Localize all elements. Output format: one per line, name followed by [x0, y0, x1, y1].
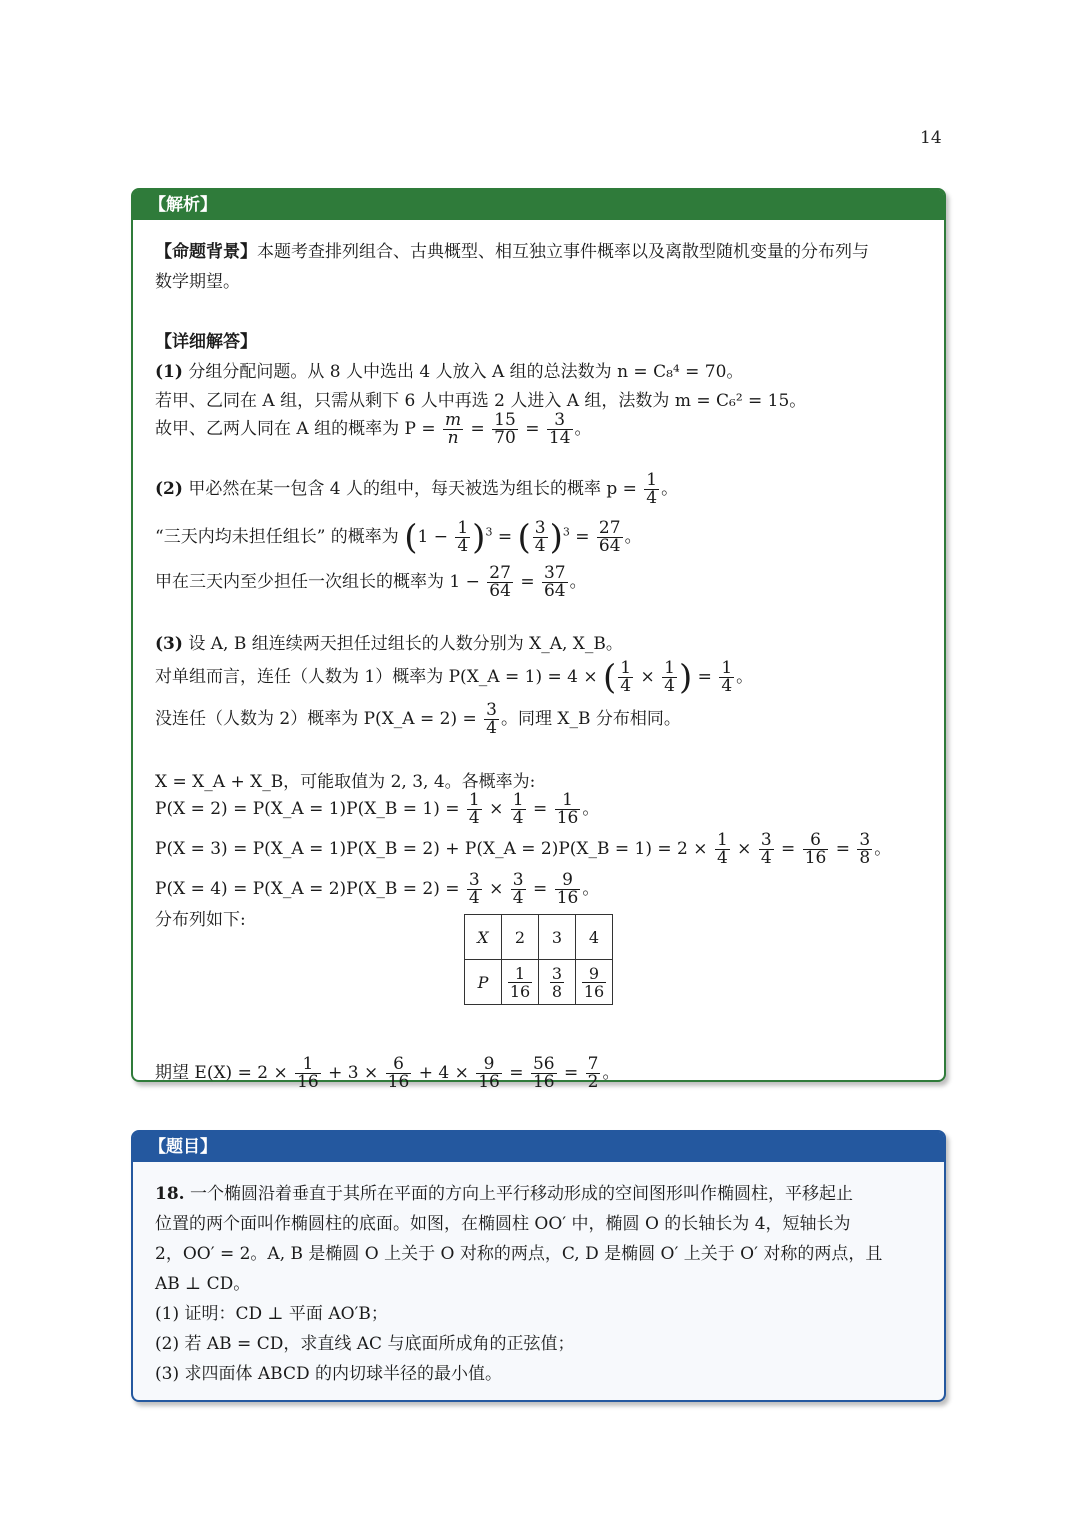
fraction: $\frac{3}{4}$: [486, 700, 497, 738]
fraction: $\frac{9}{16}$: [478, 1054, 500, 1092]
problem-text-1: 一个椭圆沿着垂直于其所在平面的方向上平行移动形成的空间图形叫作椭圆柱，平移起止: [189, 1184, 853, 1204]
part3-text-3-tail: 。同理 X_B 分布相同。: [500, 709, 681, 729]
part2-text-2: “三天内均未担任组长” 的概率为: [155, 527, 399, 547]
fraction: $\frac{27}{64}$: [489, 563, 511, 601]
part2-text-3: 甲在三天内至少担任一次组长的概率为 1 −: [155, 572, 480, 592]
table-header-p: P: [465, 960, 502, 1005]
problem-header: 【题目】: [133, 1132, 944, 1162]
background-line-1: [155, 240, 869, 264]
part3-line-1: [155, 632, 623, 656]
part3-text-7: P(X = 4) = P(X_A = 2)P(X_B = 2) =: [155, 879, 460, 899]
part3-text-2: 对单组而言，连任（人数为 1）概率为 P(X_A = 1) = 4 ×: [155, 667, 598, 687]
problem-line-3: 2，OO′ = 2。A, B 是椭圆 O 上关于 O 对称的两点，C, D 是椭圆 O′ 上关于 O′ 对称的两点，且: [155, 1244, 883, 1264]
question-1: (1) 证明：CD ⊥ 平面 AO′B；: [155, 1304, 388, 1324]
part2-line-2: “三天内均未担任组长” 的概率为 (1 − $\frac{1}{4}$ )$^3$ = ( $\frac{3}{4}$ )$^3$ = $\frac{27}{64}$ 。: [155, 517, 642, 558]
table-cell: 2: [502, 915, 539, 960]
table-cell: 3: [539, 915, 576, 960]
part3-line-6: P(X = 3) = P(X_A = 1)P(X_B = 2) + P(X_A = 2)P(X_B = 1) = 2 × $\frac{1}{4}$ × $\frac{3}{4}$ = $\frac{6}{16}$ = $\frac{3}{8}$ 。: [155, 830, 892, 868]
analysis-header: 【解析】: [133, 190, 944, 220]
part2-line-3: 甲在三天内至少担任一次组长的概率为 1 − $\frac{27}{64}$ = $\frac{37}{64}$ 。: [155, 563, 587, 601]
fraction: $\frac{1}{4}$: [620, 658, 632, 696]
detail-label: 【详细解答】: [155, 332, 257, 352]
table-row: [465, 960, 613, 1005]
part1-line-3: 故甲、乙两人同在 A 组的概率为 P = $\frac{m}{n}$ = $\frac{15}{70}$ = $\frac{3}{14}$ 。: [155, 410, 592, 448]
part3-line-3: [155, 702, 681, 737]
table-row: [465, 915, 613, 960]
fraction: $\frac{1}{4}$: [716, 830, 728, 868]
fraction: $\frac{37}{64}$: [543, 563, 566, 601]
part1-text-1: 分组分配问题。从 8 人中选出 4 人放入 A 组的总法数为 n = C₈⁴ = 70。: [188, 362, 744, 382]
question-3: (3) 求四面体 ABCD 的内切球半径的最小值。: [155, 1364, 503, 1384]
expectation-text: 期望 E(X) = 2 ×: [155, 1063, 288, 1083]
part2-line-1: (2) 甲必然在某一包含 4 人的组中，每天被选为组长的概率 p = $\frac{1}{4}$ 。: [155, 470, 679, 508]
background-label: 【命题背景】: [155, 242, 257, 262]
fraction: $\frac{56}{16}$: [532, 1054, 555, 1092]
part2-text-1: 甲必然在某一包含 4 人的组中，每天被选为组长的概率 p =: [188, 479, 637, 499]
part3-text-5: P(X = 2) = P(X_A = 1)P(X_B = 1) =: [155, 799, 460, 819]
distribution-label: 分布列如下:: [155, 910, 246, 930]
page-number: 14: [920, 128, 942, 148]
part1-label: (1): [155, 362, 183, 382]
part1-line-1: [155, 360, 743, 384]
problem-number: 18.: [155, 1184, 185, 1204]
fraction: $\frac{6}{16}$: [804, 830, 827, 868]
table-cell: $\frac{9}{16}$: [576, 960, 613, 1005]
part3-line-7: P(X = 4) = P(X_A = 2)P(X_B = 2) = $\frac{3}{4}$ × $\frac{3}{4}$ = $\frac{9}{16}$ 。: [155, 870, 600, 908]
distribution-table: [464, 914, 613, 1005]
table-header-x: X: [465, 915, 502, 960]
fraction: $\frac{3}{4}$: [468, 870, 480, 908]
fraction: $\frac{3}{4}$: [534, 518, 546, 556]
table-cell: $\frac{1}{16}$: [502, 960, 539, 1005]
fraction: $\frac{6}{16}$: [387, 1054, 410, 1092]
fraction: $\frac{1}{4}$: [468, 790, 480, 828]
question-2: (2) 若 AB = CD，求直线 AC 与底面所成角的正弦值；: [155, 1334, 575, 1354]
background-line-2: 数学期望。: [155, 272, 240, 292]
fraction: $\frac{27}{64}$: [598, 518, 621, 556]
part3-text-6: P(X = 3) = P(X_A = 1)P(X_B = 2) + P(X_A = 2)P(X_B = 1) = 2 ×: [155, 839, 708, 859]
part2-label: (2): [155, 479, 183, 499]
part3-text-1: 设 A, B 组连续两天担任过组长的人数分别为 X_A, X_B。: [188, 634, 623, 654]
problem-line-1: [155, 1182, 853, 1206]
fraction: $\frac{3}{4}$: [760, 830, 772, 868]
fraction: $\frac{1}{16}$: [556, 790, 579, 828]
fraction: $\frac{1}{4}$: [512, 790, 524, 828]
analysis-box: [131, 188, 946, 1092]
fraction: $\frac{3}{14}$: [548, 410, 571, 448]
fraction: $\frac{1}{4}$: [457, 518, 469, 556]
fraction: $\frac{15}{70}$: [494, 410, 516, 448]
part3-line-5: P(X = 2) = P(X_A = 1)P(X_B = 1) = $\frac{1}{4}$ × $\frac{1}{4}$ = $\frac{1}{16}$ 。: [155, 790, 600, 828]
problem-line-2: 位置的两个面叫作椭圆柱的底面。如图，在椭圆柱 OO′ 中，椭圆 O 的长轴长为 4，短轴长为: [155, 1214, 851, 1234]
part3-label: (3): [155, 634, 183, 654]
expectation-line: 期望 E(X) = 2 × $\frac{1}{16}$ + 3 × $\frac{6}{16}$ + 4 × $\frac{9}{16}$ = $\frac{56}{16}$ = $\frac{7}{2}$ 。: [155, 1054, 620, 1092]
table-cell: 4: [576, 915, 613, 960]
part3-line-4: X = X_A + X_B，可能取值为 2, 3, 4。各概率为:: [155, 772, 536, 792]
table-cell: $\frac{3}{8}$: [539, 960, 576, 1005]
fraction: $\frac{7}{2}$: [587, 1054, 599, 1092]
fraction: $\frac{1}{16}$: [297, 1054, 319, 1092]
part1-line-2: 若甲、乙同在 A 组，只需从剩下 6 人中再选 2 人进入 A 组，法数为 m = C₆² = 15。: [155, 391, 807, 411]
problem-line-4: AB ⊥ CD。: [155, 1274, 251, 1294]
background-text-1: 本题考查排列组合、古典概型、相互独立事件概率以及离散型随机变量的分布列与: [257, 242, 869, 262]
fraction: $\frac{m}{n}$: [444, 410, 462, 448]
fraction: $\frac{1}{4}$: [664, 658, 675, 696]
part1-text-3: 故甲、乙两人同在 A 组的概率为 P =: [155, 419, 436, 439]
part3-line-2: 对单组而言，连任（人数为 1）概率为 P(X_A = 1) = 4 × ( $\frac{1}{4}$ × $\frac{1}{4}$ ) = $\frac{1}{4}$ 。: [155, 657, 754, 698]
part3-text-3: 没连任（人数为 2）概率为 P(X_A = 2) =: [155, 709, 477, 729]
fraction: $\frac{9}{16}$: [556, 870, 579, 908]
fraction: $\frac{1}{4}$: [646, 470, 658, 508]
fraction: $\frac{3}{8}$: [859, 830, 871, 868]
problem-box: [131, 1130, 946, 1402]
fraction: $\frac{3}{4}$: [512, 870, 524, 908]
fraction: $\frac{1}{4}$: [721, 658, 733, 696]
